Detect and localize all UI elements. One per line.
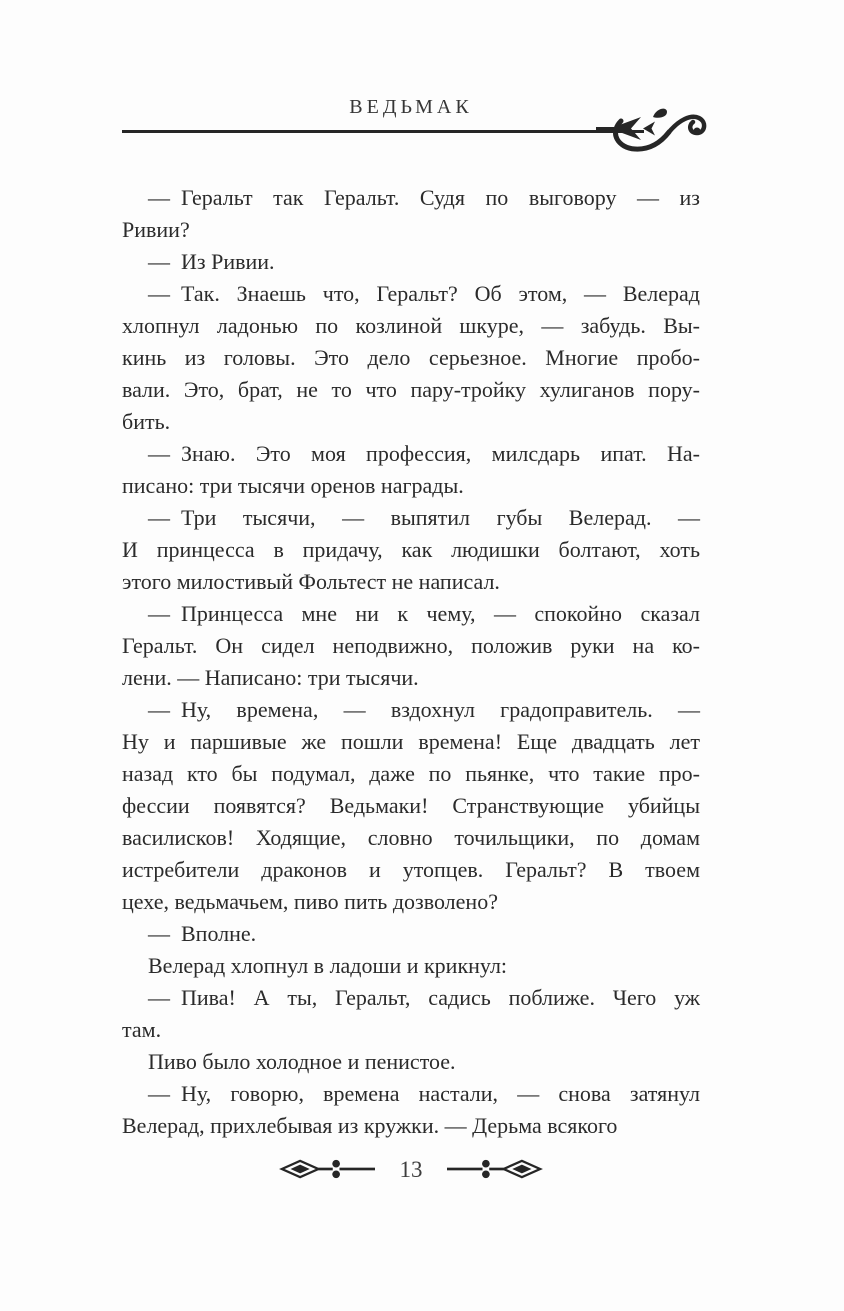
text-line: — Три тысячи, — выпятил губы Велерад. — bbox=[148, 505, 700, 530]
text-line: василисков! Ходящие, словно точильщики, по домам bbox=[122, 825, 700, 850]
text-line: писано: три тысячи оренов награды. bbox=[122, 473, 464, 498]
text-line: вали. Это, брат, не то что пару-тройку хулиганов пору- bbox=[122, 377, 700, 402]
header-rule bbox=[122, 130, 644, 133]
text-line: фессии появятся? Ведьмаки! Странствующие убийцы bbox=[122, 793, 700, 818]
text-line: цехе, ведьмачьем, пиво пить дозволено? bbox=[122, 889, 498, 914]
text-line: назад кто бы подумал, даже по пьянке, что такие про- bbox=[122, 761, 700, 786]
text-line: Пиво было холодное и пенистое. bbox=[148, 1049, 456, 1074]
text-line: Велерад хлопнул в ладоши и крикнул: bbox=[148, 953, 508, 978]
diamond-rule-icon bbox=[279, 1156, 375, 1182]
text-line: — Геральт так Геральт. Судя по выговору — из bbox=[148, 185, 700, 210]
text-line: — Так. Знаешь что, Геральт? Об этом, — Велерад bbox=[148, 281, 700, 306]
text-line: кинь из головы. Это дело серьезное. Многие пробо- bbox=[122, 345, 700, 370]
text-line: Ривии? bbox=[122, 217, 190, 242]
text-line: истребители драконов и утопцев. Геральт? В твоем bbox=[122, 857, 700, 882]
text-line: — Ну, времена, — вздохнул градоправитель. — bbox=[148, 697, 700, 722]
text-block bbox=[122, 182, 700, 1142]
text-line: — Принцесса мне ни к чему, — спокойно сказал bbox=[148, 601, 700, 626]
text-line: И принцесса в придачу, как людишки болтают, хоть bbox=[122, 537, 700, 562]
text-line: Велерад, прихлебывая из кружки. — Дерьма всякого bbox=[122, 1113, 618, 1138]
text-line: этого милостивый Фольтест не написал. bbox=[122, 569, 500, 594]
text-line: хлопнул ладонью по козлиной шкуре, — забудь. Вы- bbox=[122, 313, 700, 338]
text-line: Ну и паршивые же пошли времена! Еще двадцать лет bbox=[122, 729, 700, 754]
diamond-rule-icon bbox=[447, 1156, 543, 1182]
text-line: — Вполне. bbox=[148, 921, 257, 946]
text-line: лени. — Написано: три тысячи. bbox=[122, 665, 419, 690]
text-line: — Ну, говорю, времена настали, — снова затянул bbox=[148, 1081, 700, 1106]
text-line: там. bbox=[122, 1017, 162, 1042]
text-line: — Из Ривии. bbox=[148, 249, 275, 274]
page-number: 13 bbox=[399, 1156, 423, 1182]
text-line: — Знаю. Это моя профессия, милсдарь ипат. На- bbox=[148, 441, 700, 466]
text-line: Геральт. Он сидел неподвижно, положив руки на ко- bbox=[122, 633, 700, 658]
text-line: — Пива! А ты, Геральт, садись поближе. Чего уж bbox=[148, 985, 700, 1010]
vine-flourish-icon bbox=[596, 106, 716, 162]
running-title: ВЕДЬМАК bbox=[349, 96, 473, 118]
footer bbox=[122, 1156, 700, 1182]
text-line: бить. bbox=[122, 409, 171, 434]
